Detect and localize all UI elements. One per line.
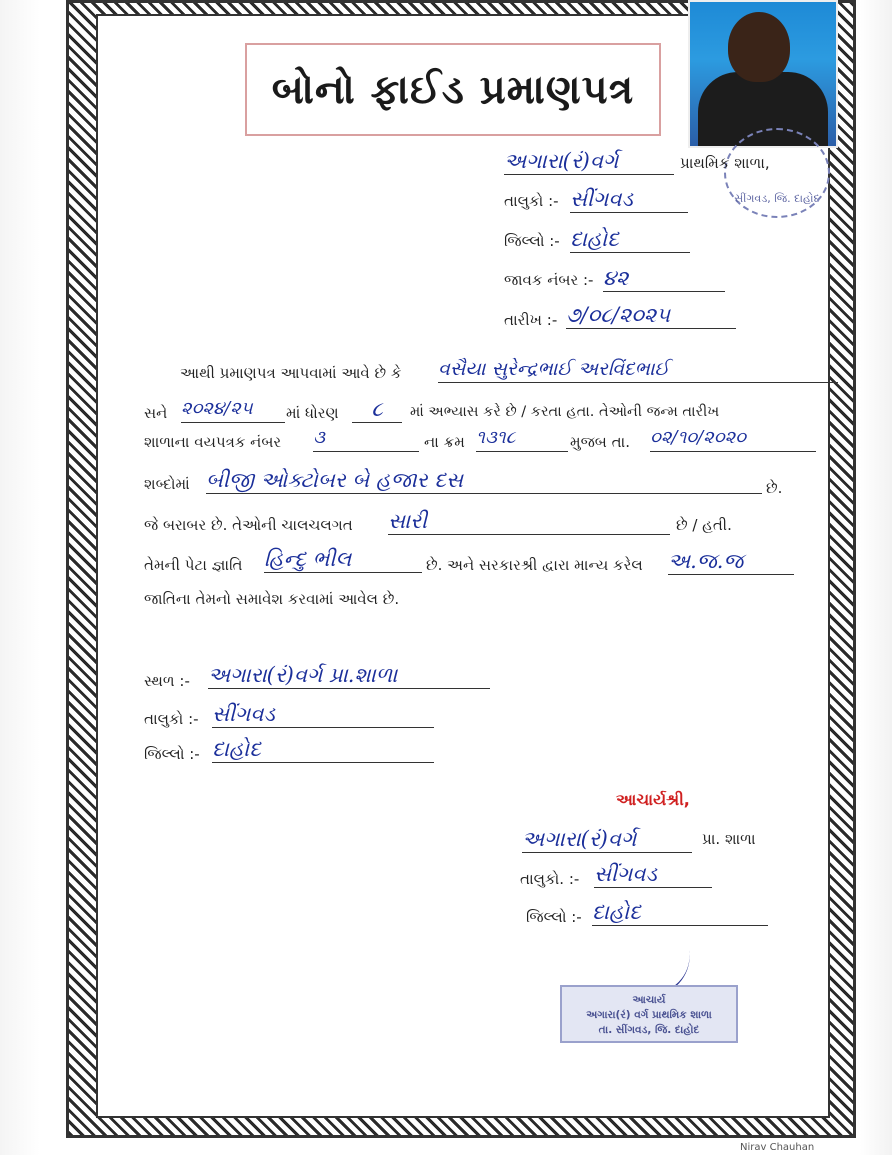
place-value: અગારા(રં)વર્ગ પ્રા.શાળા (208, 662, 490, 689)
principal-title: આચાર્યશ્રી, (616, 790, 690, 809)
conduct-value: સારી (388, 508, 670, 535)
birth-date-words: બીજી ઓક્ટોબર બે હજાર દસ (206, 467, 762, 494)
serial-no: ૧૩૧૮ (476, 425, 568, 452)
govt-text: છે. અને સરકારશ્રી દ્વારા માન્ય કરેલ (426, 556, 643, 574)
academic-year: ૨૦૨૪/૨૫ (181, 396, 285, 423)
words-label: શબ્દોમાં (144, 475, 190, 493)
principal-school-suffix: પ્રા. શાળા (702, 830, 756, 848)
sane-label: સને (144, 404, 168, 422)
conduct-label: જે બરાબર છે. તેઓની ચાલચલગત (144, 516, 353, 534)
principal-taluka-label: તાલુકો. :- (520, 870, 580, 888)
photo-face (728, 12, 790, 82)
birth-date: ૦૨/૧૦/૨૦૨૦ (650, 425, 816, 452)
header-district-value: દાહોદ (570, 226, 690, 253)
round-school-stamp (724, 128, 830, 218)
header-date-label: તારીખ :- (504, 311, 558, 329)
outward-no-value: ૪૨ (603, 265, 725, 292)
stamp-line-2: અગારા(રં) વર્ગ પ્રાથમિક શાળા (586, 1009, 712, 1021)
school-name-handwritten: અગારા(રં)વર્ગ (504, 148, 674, 175)
round-stamp-text: સીંગવડ, જિ. દાહોદ (734, 192, 820, 205)
header-taluka-value: સીંગવડ (570, 186, 688, 213)
certificate-title: બોનો ફાઈડ પ્રમાણપત્ર (271, 66, 635, 113)
principal-stamp (560, 985, 738, 1043)
stamp-line-1: આચાર્ય (632, 994, 666, 1006)
register-no: ૩ (313, 425, 419, 452)
header-taluka-label: તાલુકો :- (504, 192, 559, 210)
subcaste-label: તેમની પેટા જ્ઞાતિ (144, 556, 243, 574)
studies-text: માં અભ્યાસ કરે છે / કરતા હતા. તેઓની જન્મ તારીખ (410, 404, 720, 420)
stamp-line-3: તા. સીંગવડ, જિ. દાહોદ (598, 1024, 700, 1036)
register-label: શાળાના વયપત્રક નંબર (144, 433, 282, 451)
conduct-end: છે / હતી. (676, 516, 732, 534)
words-end: છે. (766, 479, 783, 497)
principal-taluka-value: સીંગવડ (594, 861, 712, 888)
included-text: જાતિના તેમનો સમાવેશ કરવામાં આવેલ છે. (144, 590, 400, 608)
place-district-value: દાહોદ (212, 736, 434, 763)
place-label: સ્થળ :- (144, 672, 190, 690)
scanner-watermark: Nirav Chauhan (740, 1142, 815, 1153)
principal-district-value: દાહોદ (592, 899, 768, 926)
standard-value: ૮ (352, 396, 402, 423)
subcaste-value: હિન્દુ ભીલ (264, 546, 422, 573)
student-photo (688, 0, 838, 148)
principal-school: અગારા(રં)વર્ગ (522, 826, 692, 853)
place-taluka-label: તાલુકો :- (144, 710, 199, 728)
place-taluka-value: સીંગવડ (212, 701, 434, 728)
student-name: વસૈયા સુરેન્દ્રભાઈ અરવિંદભાઈ (438, 356, 838, 383)
place-district-label: જિલ્લો :- (144, 745, 200, 763)
date-label: મુજબ તા. (570, 433, 630, 451)
outward-no-label: જાવક નંબર :- (504, 271, 594, 289)
certify-text: આથી પ્રમાણપત્ર આપવામાં આવે છે કે (180, 364, 402, 382)
serial-label: ના ક્રમ (424, 433, 465, 451)
header-district-label: જિલ્લો :- (504, 232, 560, 250)
title-box (245, 43, 661, 136)
principal-district-label: જિલ્લો :- (526, 908, 582, 926)
header-date-value: ૭/૦૮/૨૦૨૫ (566, 302, 736, 329)
school-name-suffix: પ્રાથમિક શાળા, (680, 154, 770, 172)
category-value: અ.જ.જ (668, 548, 794, 575)
std-label: માં ધોરણ (286, 404, 339, 422)
